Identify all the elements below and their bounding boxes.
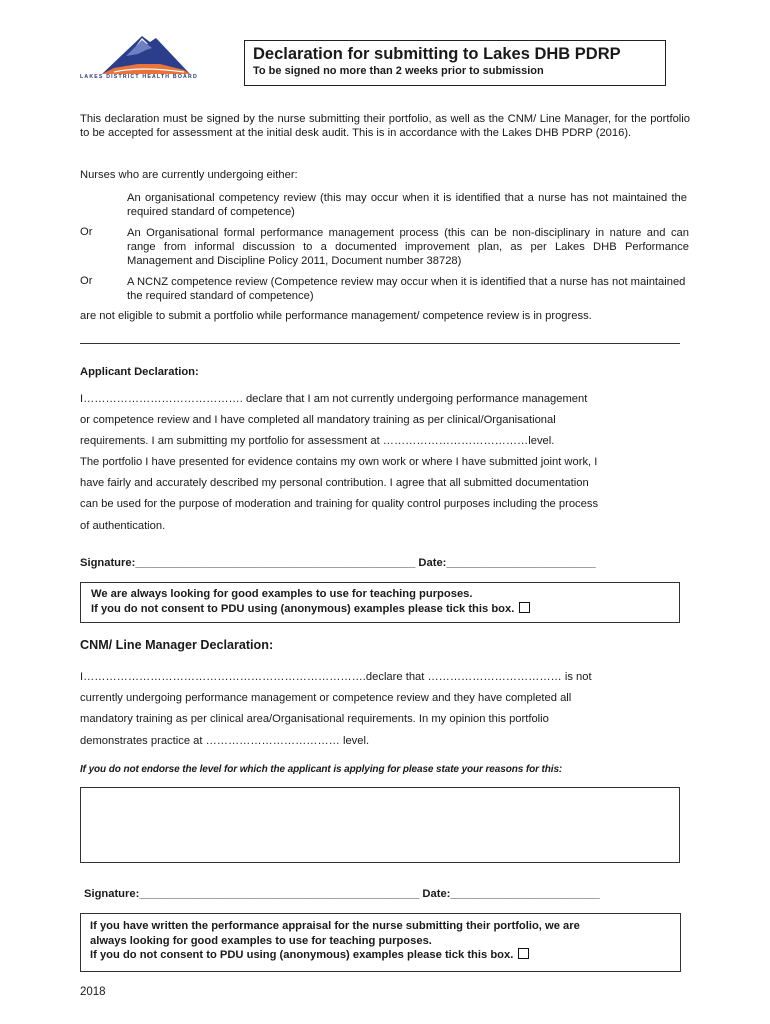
applicant-line: have fairly and accurately described my personal contribution. I agree that all submitted documentation — [80, 477, 589, 489]
intro-paragraph: This declaration must be signed by the nurse submitting their portfolio, as well as the CNM/ Line Manager, for the portfolio to be accepted for assessment at the initial desk audit. This is in accordance with the Lakes DHB PDRP (2016). — [80, 113, 690, 139]
manager-consent-checkbox[interactable] — [518, 948, 529, 959]
applicant-line: or competence review and I have completed all mandatory training as per clinical/Organisational — [80, 414, 556, 426]
page-subtitle: To be signed no more than 2 weeks prior to submission — [253, 65, 544, 77]
consent-text: If you have written the performance appraisal for the nurse submitting their portfolio, we are — [90, 920, 580, 932]
logo-org-name: LAKES DISTRICT HEALTH BOARD — [80, 74, 198, 80]
applicant-consent-checkbox[interactable] — [519, 602, 530, 613]
manager-reason-textbox[interactable] — [80, 787, 680, 863]
applicant-signature-date-line[interactable]: Signature:_____________________________________________ Date:________________________ — [80, 557, 596, 569]
nurses-lead: Nurses who are currently undergoing either: — [80, 169, 298, 181]
manager-reason-note: If you do not endorse the level for which the applicant is applying for please state your reasons for this: — [80, 764, 563, 775]
manager-line: mandatory training as per clinical area/Organisational requirements. In my opinion this portfolio — [80, 713, 549, 725]
list-item-prefix: Or — [80, 226, 93, 238]
manager-line[interactable]: I………………………………………………………………….declare that ……………………………… is not — [80, 671, 592, 683]
list-item-prefix: Or — [80, 275, 93, 287]
applicant-line: of authentication. — [80, 520, 166, 532]
manager-consent-box — [80, 913, 681, 972]
title-box — [244, 40, 666, 86]
consent-text: If you do not consent to PDU using (anonymous) examples please tick this box. — [91, 603, 515, 615]
applicant-line[interactable]: requirements. I am submitting my portfolio for assessment at …………………………………level. — [80, 435, 555, 447]
manager-signature-date-line[interactable]: Signature:_____________________________________________ Date:________________________ — [84, 888, 600, 900]
applicant-heading: Applicant Declaration: — [80, 366, 199, 378]
list-item: A NCNZ competence review (Competence review may occur when it is identified that a nurse has not maintained the required standard of competence) — [127, 276, 686, 302]
consent-text: If you do not consent to PDU using (anonymous) examples please tick this box. — [90, 949, 514, 961]
manager-line[interactable]: demonstrates practice at ……………………………… level. — [80, 735, 370, 747]
manager-heading: CNM/ Line Manager Declaration: — [80, 638, 274, 652]
intro-closing: are not eligible to submit a portfolio while performance management/ competence review is in progress. — [80, 310, 592, 322]
consent-text: always looking for good examples to use for teaching purposes. — [90, 934, 432, 947]
applicant-line: The portfolio I have presented for evidence contains my own work or where I have submitted joint work, I — [80, 456, 598, 468]
list-item: An Organisational formal performance management process (this can be non-disciplinary in nature and can range from informal discussion to a documented improvement plan, as per Lakes DHB Performance Management and Discipline Policy 2011, Document number 38728) — [127, 227, 689, 267]
consent-text: We are always looking for good examples to use for teaching purposes. — [91, 588, 473, 600]
manager-line: currently undergoing performance management or competence review and they have completed all — [80, 692, 572, 704]
applicant-line: can be used for the purpose of moderation and training for quality control purposes including the process — [80, 498, 599, 510]
applicant-consent-box — [80, 582, 680, 623]
list-item: An organisational competency review (this may occur when it is identified that a nurse has not maintained the required standard of competence) — [127, 192, 687, 218]
applicant-line[interactable]: I……………………………………. declare that I am not currently undergoing performance management — [80, 393, 588, 405]
section-divider — [80, 343, 680, 344]
page-title: Declaration for submitting to Lakes DHB PDRP — [253, 45, 621, 63]
footer-year: 2018 — [80, 986, 106, 998]
